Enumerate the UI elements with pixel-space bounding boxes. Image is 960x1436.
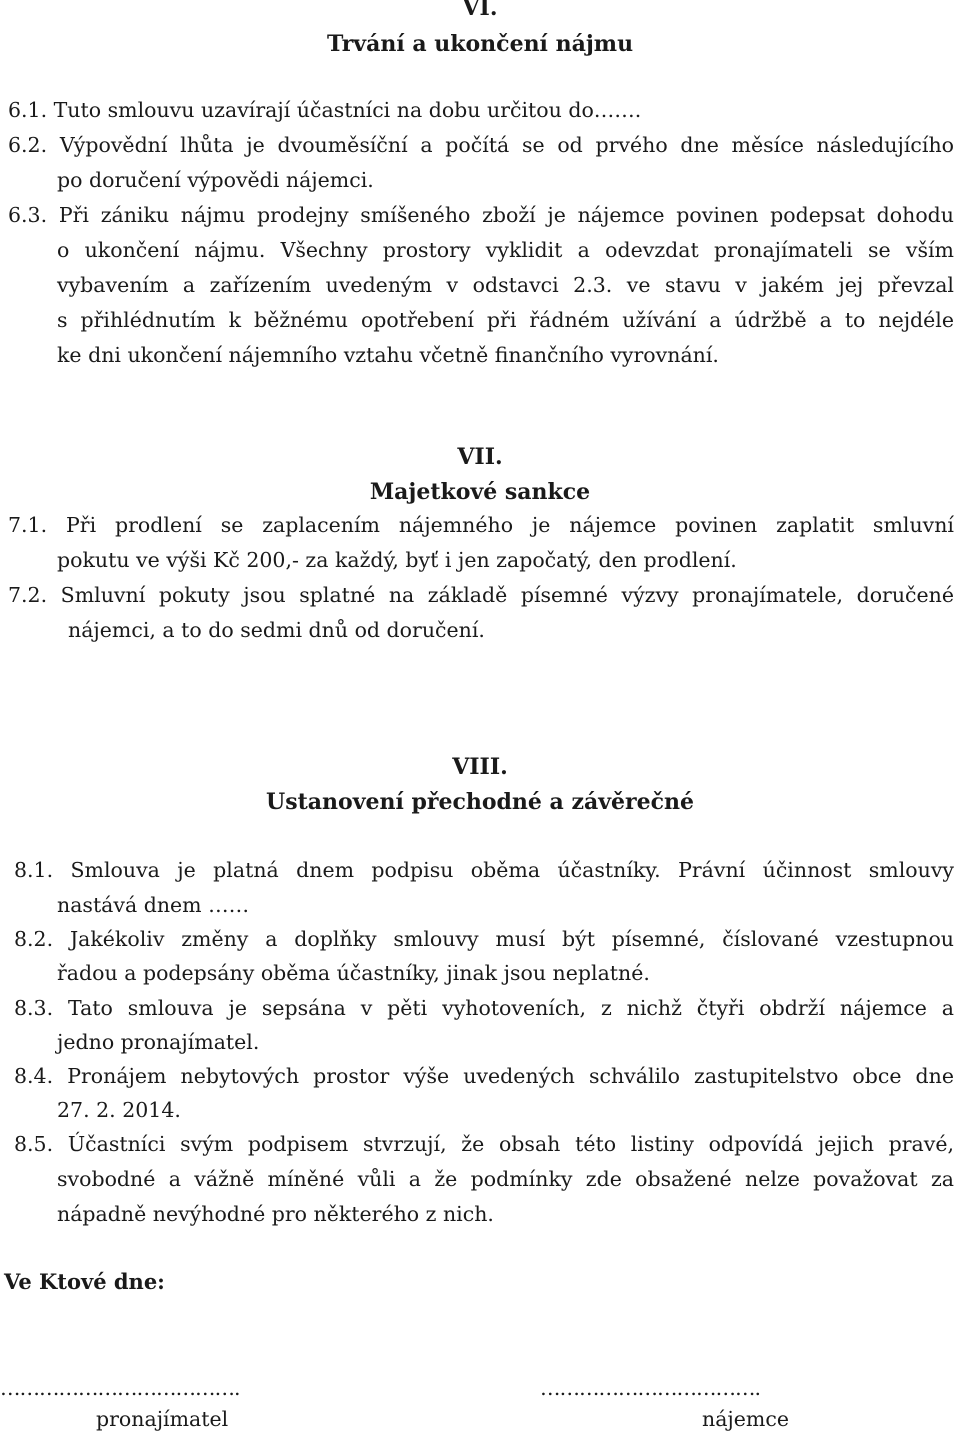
clause-6-3-line-5: ke dni ukončení nájemního vztahu včetně finančního vyrovnání. xyxy=(57,343,719,367)
clause-8-1-line-1: 8.1. Smlouva je platná dnem podpisu oběma účastníky. Právní účinnost smlouvy xyxy=(14,858,954,882)
clause-8-4-line-1: 8.4. Pronájem nebytových prostor výše uvedených schválilo zastupitelstvo obce dne xyxy=(14,1064,954,1088)
signature-label-landlord: pronajímatel xyxy=(96,1407,229,1431)
clause-8-1-line-2: nastává dnem …… xyxy=(57,893,250,917)
clause-6-3-line-4: s přihlédnutím k běžnému opotřebení při řádném užívání a údržbě a to nejdéle xyxy=(57,308,954,332)
section-7-number: VII. xyxy=(457,444,503,470)
clause-8-5-line-2: svobodné a vážně míněné vůli a že podmínky zde obsažené nelze považovat za xyxy=(57,1167,954,1191)
clause-8-3-line-1: 8.3. Tato smlouva je sepsána v pěti vyhotoveních, z nichž čtyři obdrží nájemce a xyxy=(14,996,954,1020)
clause-8-2-line-2: řadou a podepsány oběma účastníky, jinak jsou neplatné. xyxy=(57,961,650,985)
signature-label-tenant: nájemce xyxy=(702,1407,789,1431)
section-6-number: VI. xyxy=(462,0,498,21)
clause-6-3-line-2: o ukončení nájmu. Všechny prostory vyklidit a odevzdat pronajímateli se vším xyxy=(57,238,954,262)
clause-6-3-line-1: 6.3. Při zániku nájmu prodejny smíšeného zboží je nájemce povinen podepsat dohodu xyxy=(8,203,954,227)
clause-8-5-line-1: 8.5. Účastníci svým podpisem stvrzují, že obsah této listiny odpovídá jejich pravé, xyxy=(14,1132,954,1156)
clause-6-2-line-1: 6.2. Výpovědní lhůta je dvouměsíční a počítá se od prvého dne měsíce následujícího xyxy=(8,133,954,157)
clause-8-4-line-2: 27. 2. 2014. xyxy=(57,1098,181,1122)
section-8-title: Ustanovení přechodné a závěrečné xyxy=(266,789,694,815)
section-7-title: Majetkové sankce xyxy=(369,479,591,505)
clause-6-2-line-2: po doručení výpovědi nájemci. xyxy=(57,168,374,192)
clause-6-1: 6.1. Tuto smlouvu uzavírají účastníci na dobu určitou do……. xyxy=(8,98,642,122)
signature-line-landlord: ………………………………. xyxy=(0,1376,240,1400)
clause-8-5-line-3: nápadně nevýhodné pro některého z nich. xyxy=(57,1202,494,1226)
clause-7-1-line-2: pokutu ve výši Kč 200,- za každý, byť i jen započatý, den prodlení. xyxy=(57,548,737,572)
clause-6-3-line-3: vybavením a zařízením uvedeným v odstavci 2.3. ve stavu v jakém jej převzal xyxy=(57,273,954,297)
section-8-number: VIII. xyxy=(452,754,508,780)
clause-8-2-line-1: 8.2. Jakékoliv změny a doplňky smlouvy musí být písemné, číslované vzestupnou xyxy=(14,927,954,951)
clause-8-3-line-2: jedno pronajímatel. xyxy=(57,1030,260,1054)
section-6-title: Trvání a ukončení nájmu xyxy=(326,31,634,57)
signature-line-tenant: ……………………………. xyxy=(540,1376,761,1400)
clause-7-2-line-2: nájemci, a to do sedmi dnů od doručení. xyxy=(68,618,485,642)
place-date-label: Ve Ktové dne: xyxy=(4,1269,165,1294)
clause-7-1-line-1: 7.1. Při prodlení se zaplacením nájemného je nájemce povinen zaplatit smluvní xyxy=(8,513,954,537)
clause-7-2-line-1: 7.2. Smluvní pokuty jsou splatné na základě písemné výzvy pronajímatele, doručené xyxy=(8,583,954,607)
